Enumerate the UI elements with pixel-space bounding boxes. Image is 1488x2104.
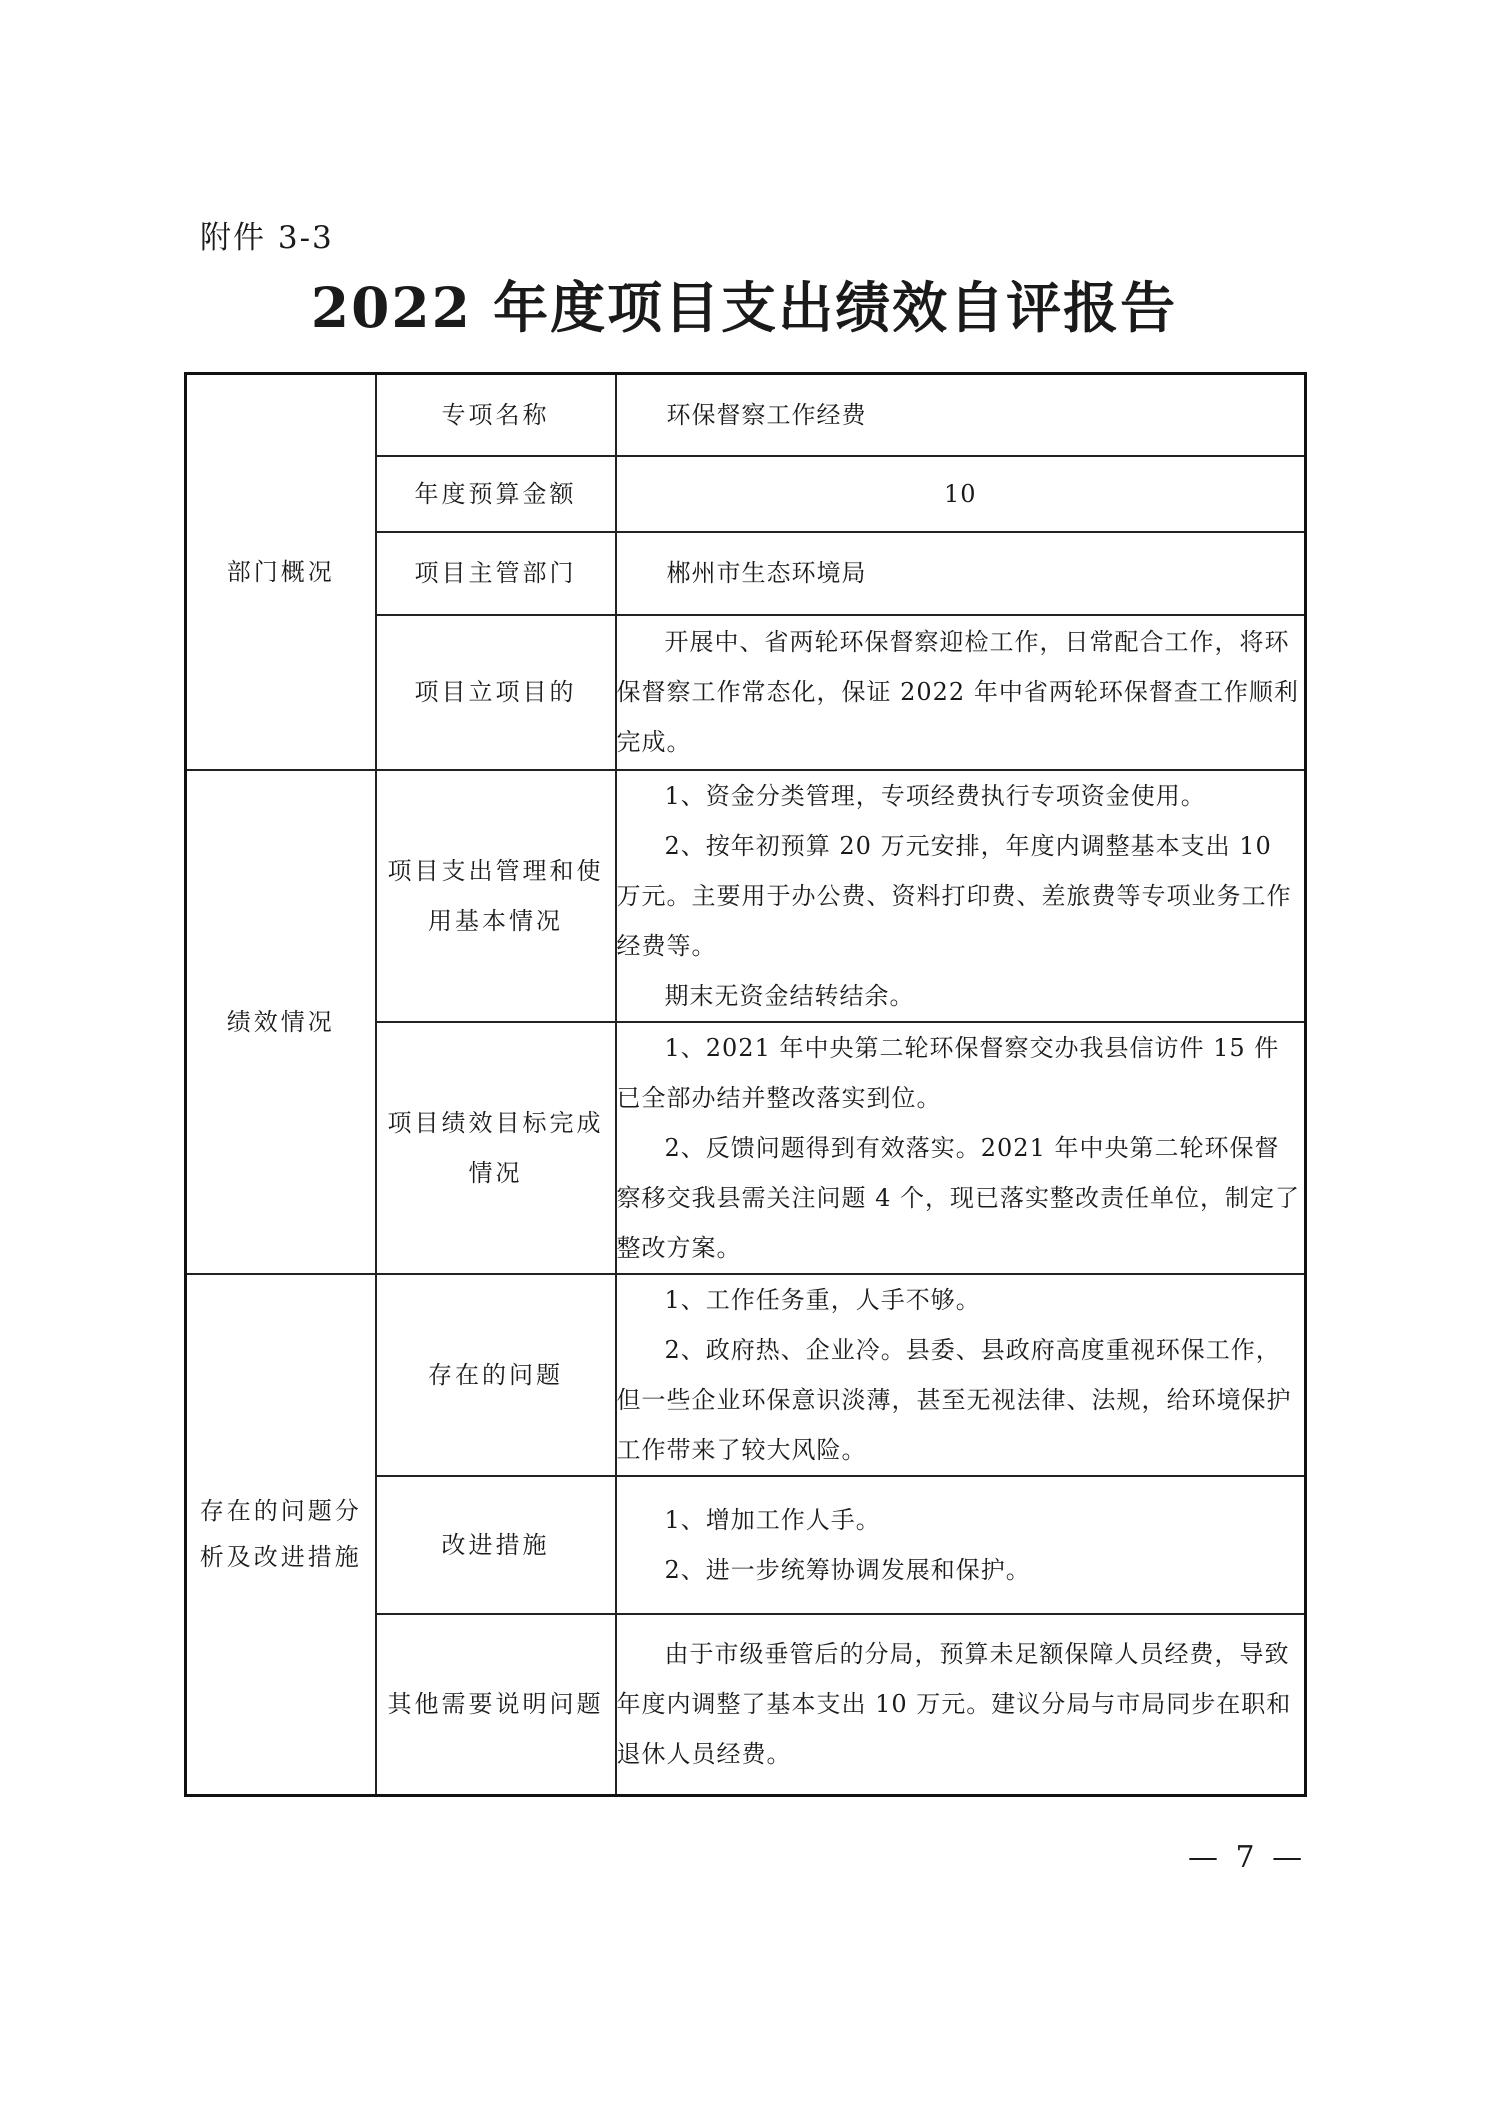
category-problems: 存在的问题分析及改进措施 — [186, 1274, 376, 1796]
issues-paragraph: 1、工作任务重，人手不够。 — [664, 1285, 981, 1314]
usage-label: 项目支出管理和使用基本情况 — [376, 770, 616, 1022]
project-name-value: 环保督察工作经费 — [616, 374, 1306, 456]
other-text-cell — [616, 1614, 1306, 1796]
budget-value: 10 — [616, 456, 1306, 532]
measures-text-cell — [616, 1476, 1306, 1614]
budget-label: 年度预算金额 — [376, 456, 616, 532]
goal-paragraph: 1、2021 年中央第二轮环保督察交办我县信访件 15 件已全部办结并整改落实到位。 — [616, 1033, 1280, 1112]
table-row — [186, 374, 1306, 456]
issues-label: 存在的问题 — [376, 1274, 616, 1476]
goal-label: 项目绩效目标完成情况 — [376, 1022, 616, 1274]
issues-paragraph: 2、政府热、企业冷。县委、县政府高度重视环保工作，但一些企业环保意识淡薄，甚至无视法律、法规，给环境保护工作带来了较大风险。 — [616, 1335, 1292, 1464]
table-row — [186, 770, 1306, 1022]
supervisor-label: 项目主管部门 — [376, 532, 616, 615]
category-performance: 绩效情况 — [186, 770, 376, 1274]
purpose-text: 开展中、省两轮环保督察迎检工作，日常配合工作，将环保督察工作常态化，保证 2022 年中省两轮环保督查工作顺利完成。 — [616, 628, 1299, 756]
page-title: 2022 年度项目支出绩效自评报告 — [310, 275, 1178, 340]
goal-paragraph: 2、反馈问题得到有效落实。2021 年中央第二轮环保督察移交我县需关注问题 4 个，现已落实整改责任单位，制定了整改方案。 — [616, 1133, 1301, 1262]
other-paragraph: 由于市级垂管后的分局，预算未足额保障人员经费，导致年度内调整了基本支出 10 万元。建议分局与市局同步在职和退休人员经费。 — [616, 1640, 1292, 1769]
usage-paragraph: 2、按年初预算 20 万元安排，年度内调整基本支出 10 万元。主要用于办公费、资料打印费、差旅费等专项业务工作经费等。 — [616, 831, 1292, 960]
purpose-label: 项目立项目的 — [376, 615, 616, 770]
usage-paragraph: 1、资金分类管理，专项经费执行专项资金使用。 — [664, 781, 1206, 810]
usage-text-cell — [616, 770, 1306, 1022]
self-evaluation-table — [184, 372, 1307, 1797]
supervisor-value: 郴州市生态环境局 — [616, 532, 1306, 615]
issues-text-cell — [616, 1274, 1306, 1476]
goal-text-cell — [616, 1022, 1306, 1274]
attachment-label: 附件 3-3 — [200, 220, 334, 256]
category-dept-overview: 部门概况 — [186, 374, 376, 770]
measures-paragraph: 1、增加工作人手。 — [664, 1505, 881, 1534]
table-row — [186, 1274, 1306, 1476]
measures-paragraph: 2、进一步统筹协调发展和保护。 — [664, 1555, 1031, 1584]
purpose-text-cell — [616, 615, 1306, 770]
page-number: — 7 — — [1188, 1840, 1307, 1875]
project-name-label: 专项名称 — [376, 374, 616, 456]
other-label: 其他需要说明问题 — [376, 1614, 616, 1796]
measures-label: 改进措施 — [376, 1476, 616, 1614]
usage-paragraph: 期末无资金结转结余。 — [664, 981, 915, 1010]
